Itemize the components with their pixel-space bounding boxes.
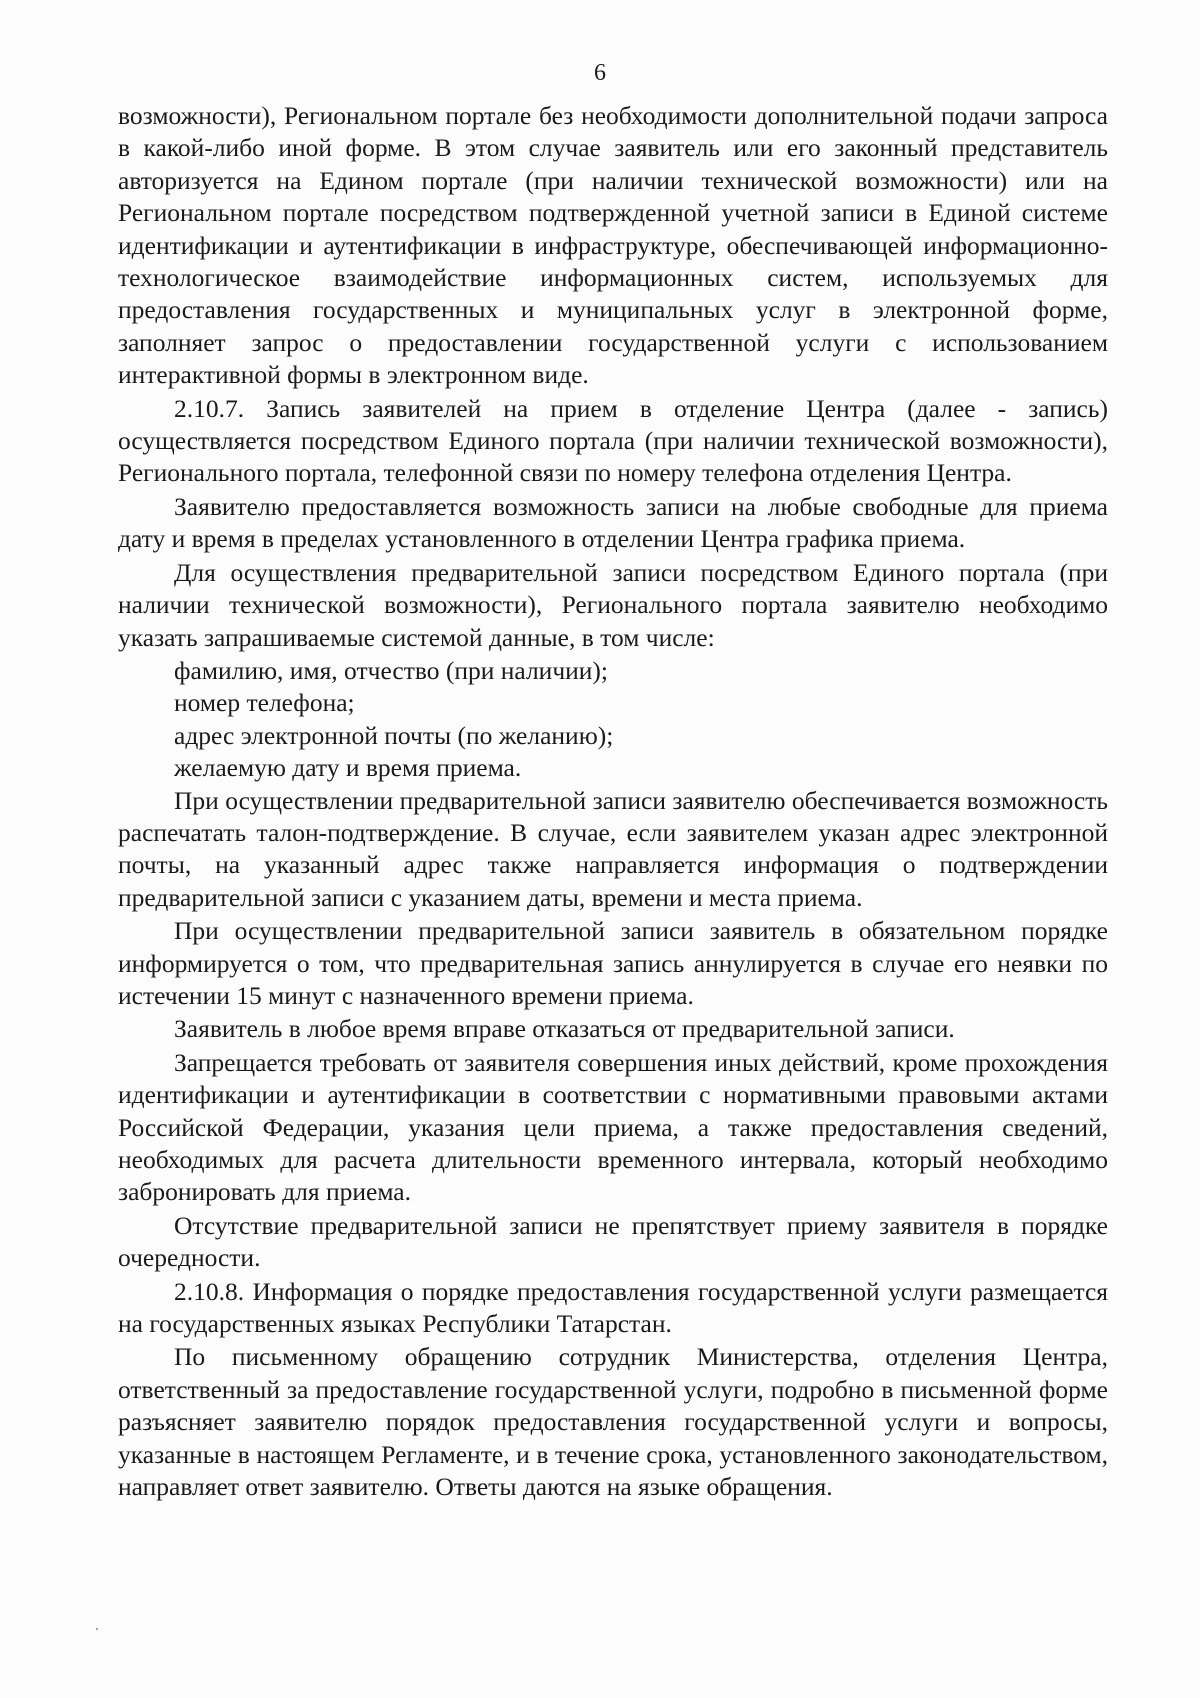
- paragraph-no-booking: Отсутствие предварительной записи не препятствует приему заявителя в порядке очередности.: [118, 1210, 1108, 1273]
- list-item: номер телефона;: [174, 688, 355, 718]
- paragraph-written-request: По письменному обращению сотрудник Министерства, отделения Центра, ответственный за предоставление государственной услуги, подробно в письменной форме разъясняет заявителю порядок предоставления государственной услуги и вопросы, указанные в настоящем Регламенте, и в течение срока, установленного законодательством, направляет ответ заявителю. Ответы даются на языке обращения.: [118, 1342, 1108, 1502]
- list-item: адрес электронной почты (по желанию);: [174, 720, 614, 750]
- list-item: желаемую дату и время приема.: [174, 753, 522, 783]
- paragraph-free-slots: Заявителю предоставляется возможность записи на любые свободные для приема дату и время в пределах установленного в отделении Центра графика приема.: [118, 491, 1108, 554]
- paragraph-2-10-7: 2.10.7. Запись заявителей на прием в отделение Центра (далее - запись) осуществляется посредством Единого портала (при наличии технической возможности), Регионального портала, телефонной связи по номеру телефона отделения Центра.: [118, 393, 1108, 488]
- page-number: 6: [594, 60, 606, 86]
- list-item: фамилию, имя, отчество (при наличии);: [174, 655, 609, 685]
- paragraph-required-data: Для осуществления предварительной записи посредством Единого портала (при наличии технической возможности), Регионального портала заявителю необходимо указать запрашиваемые системой данные, в том числе:: [118, 557, 1108, 652]
- paragraph-ticket-print: При осуществлении предварительной записи заявителю обеспечивается возможность распечатать талон-подтверждение. В случае, если заявителем указан адрес электронной почты, на указанный адрес также направляется информация о подтверждении предварительной записи с указанием даты, времени и места приема.: [118, 785, 1108, 912]
- scan-speck: [96, 1628, 98, 1630]
- paragraph-refusal-right: Заявитель в любое время вправе отказаться от предварительной записи.: [174, 1014, 955, 1044]
- document-body: [118, 100, 1108, 1504]
- paragraph-cancellation-notice: При осуществлении предварительной записи заявитель в обязательном порядке информируется о том, что предварительная запись аннулируется в случае его неявки по истечении 15 минут с назначенного времени приема.: [118, 916, 1108, 1010]
- paragraph-prohibited-requirements: Запрещается требовать от заявителя совершения иных действий, кроме прохождения идентификации и аутентификации в соответствии с нормативными правовыми актами Российской Федерации, указания цели приема, а также предоставления сведений, необходимых для расчета длительности временного интервала, который необходимо забронировать для приема.: [118, 1047, 1108, 1207]
- paragraph-continuation: возможности), Региональном портале без необходимости дополнительной подачи запроса в какой-либо иной форме. В этом случае заявитель или его законный представитель авторизуется на Едином портале (при наличии технической возможности) или на Региональном портале посредством подтвержденной учетной записи в Единой системе идентификации и аутентификации в инфраструктуре, обеспечивающей информационно-технологическое взаимодействие информационных систем, используемых для предоставления государственных и муниципальных услуг в электронной форме, заполняет запрос о предоставлении государственной услуги с использованием интерактивной формы в электронном виде.: [118, 101, 1108, 390]
- paragraph-2-10-8: 2.10.8. Информация о порядке предоставления государственной услуги размещается на государственных языках Республики Татарстан.: [118, 1276, 1108, 1339]
